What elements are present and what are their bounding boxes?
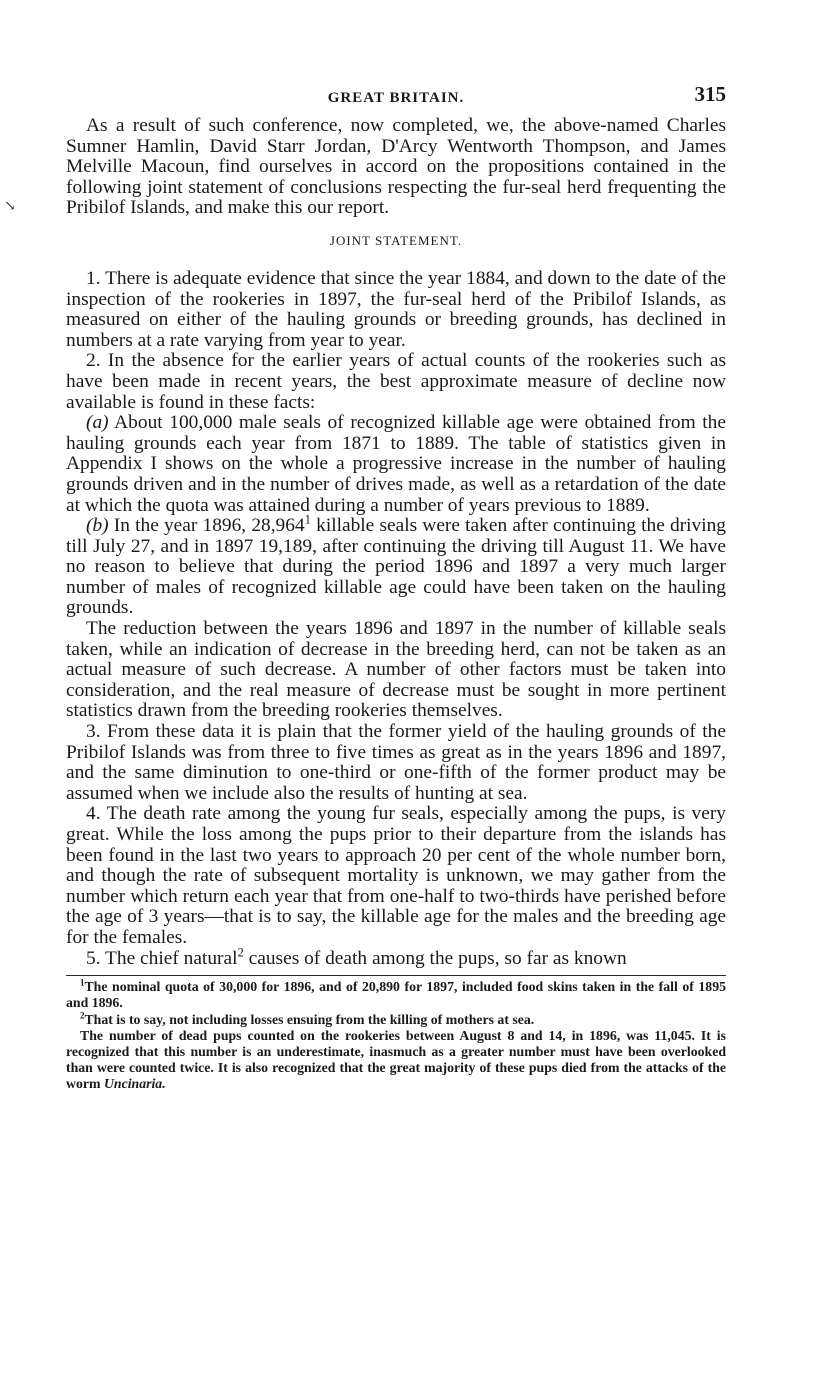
paragraph-2b xyxy=(66,512,726,619)
paragraph-2: 2. In the absence for the earlier years of actual counts of the rookeries such as have been made in recent years, the best approximate measure of decline now available is found in these facts: xyxy=(66,350,726,413)
footnote-1-text: The nominal quota of 30,000 for 1896, and of 20,890 for 1897, included food skins taken in the fall of 1895 and 1896. xyxy=(66,979,726,1011)
paragraph-2b-text-start: In the year 1896, 28,964 xyxy=(108,515,305,537)
page-number: 315 xyxy=(694,82,726,106)
paragraph-5 xyxy=(66,945,726,970)
footnote-mark-2: 2 xyxy=(80,1009,85,1020)
footnote-2-continued xyxy=(66,1028,726,1093)
margin-mark: ↘ xyxy=(4,199,16,214)
paragraph-2a xyxy=(66,413,726,516)
footnote-3-text: The number of dead pups counted on the rookeries between August 8 and 14, in 1896, was 11,045. It is recognized that this number is an underestimate, inasmuch as a greater number must have been overlooked than were counted twice. It is also recognized that the great majority of these pups died from the attacks of the worm xyxy=(66,1027,726,1092)
intro-paragraph: As a result of such conference, now completed, we, the above-named Charles Sumner Hamlin, David Starr Jordan, D'Arcy Wentworth Thompson, and James Melville Macoun, find ourselves in accord on the propositions contained in the following joint statement of conclusions respecting the fur-seal herd frequenting the Pribilof Islands, and make this our report. xyxy=(66,115,726,219)
footnote-2-text: That is to say, not including losses ensuing from the killing of mothers at sea. xyxy=(84,1011,535,1027)
paragraph-2c: The reduction between the years 1896 and 1897 in the number of killable seals taken, while an indication of decrease in the breeding herd, can not be taken as an actual measure of such decrease. A number of other factors must be taken into consideration, and the real measure of decrease must be sought in more pertinent statistics drawn from the breeding rookeries themselves. xyxy=(66,618,726,722)
footnotes xyxy=(66,979,726,1092)
paragraph-5-text-start: 5. The chief natural xyxy=(86,947,238,969)
footnote-2 xyxy=(66,1009,726,1028)
paragraph-2a-text: About 100,000 male seals of recognized killable age were obtained from the hauling grounds each year from 1871 to 1889. The table of statistics given in Appendix I shows on the whole a progressive increase in the number of hauling grounds driven and in the number of drives made, as well as a retardation of the date at which the quota was attained during a number of years previous to 1889. xyxy=(66,412,726,516)
paragraph-3: 3. From these data it is plain that the former yield of the hauling grounds of the Pribilof Islands was from three to five times as great as in the years 1896 and 1897, and the same diminution to one-third or one-fifth of the former product may be assumed when we include also the results of hunting at sea. xyxy=(66,721,726,804)
running-header xyxy=(66,82,726,116)
body-text xyxy=(66,116,726,969)
paragraph-1: 1. There is adequate evidence that since the year 1884, and down to the date of the inspection of the rookeries in 1897, the fur-seal herd of the Pribilof Islands, as measured on either of the hauling grounds or breeding grounds, has declined in numbers at a rate varying from year to year. xyxy=(66,267,726,351)
footnote-divider xyxy=(66,975,726,976)
item-label-a: (a) xyxy=(86,412,109,434)
footnote-ref-1: 1 xyxy=(304,512,311,527)
footnote-mark-1: 1 xyxy=(80,977,85,988)
document-page xyxy=(66,82,726,1093)
footnote-3-italic: Uncinaria. xyxy=(103,1076,166,1092)
section-heading: JOINT STATEMENT. xyxy=(329,232,463,248)
paragraph-5-text-end: causes of death among the pups, so far as known xyxy=(243,947,627,969)
footnote-1 xyxy=(66,979,726,1011)
item-label-b: (b) xyxy=(86,515,109,537)
paragraph-4: 4. The death rate among the young fur seals, especially among the pups, is very great. While the loss among the pups prior to their departure from the islands has been found in the last two years to approach 20 per cent of the whole number born, and though the rate of subsequent mortality is unknown, we may gather from the number which return each year that from one-half to two-thirds have perished before the age of 3 years—that is to say, the killable age for the males and the breeding age for the females. xyxy=(66,803,726,948)
paragraph-2b-text-end: killable seals were taken after continuing the driving till July 27, and in 1897 19,189, after continuing the driving till August 11. We have no reason to believe that during the period 1896 and 1897 a very much larger number of males of recognized killable age could have been taken on the hauling grounds. xyxy=(66,515,726,619)
running-title: GREAT BRITAIN. xyxy=(327,90,465,106)
footnote-ref-2: 2 xyxy=(237,945,244,960)
